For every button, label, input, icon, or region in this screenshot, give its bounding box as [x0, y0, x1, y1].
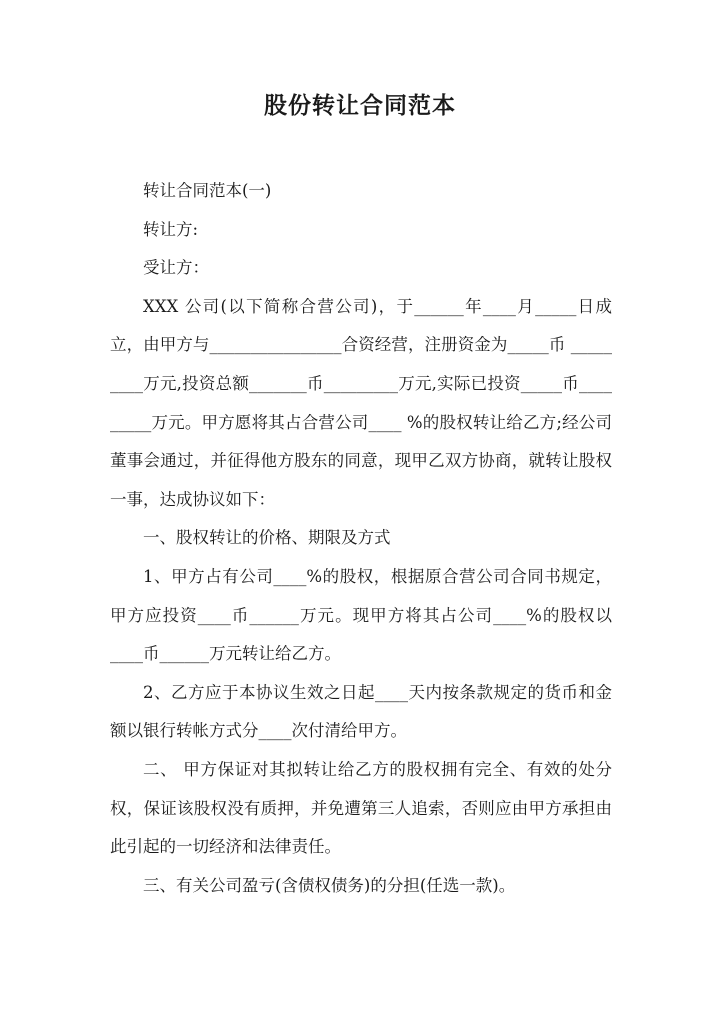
paragraph-clause-1: 1、甲方占有公司____%的股权，根据原合营公司合同书规定，甲方应投资____币______万元。现甲方将其占公司____%的股权以 ____币______万元转让给乙方。	[110, 566, 645, 664]
paragraph-transferor: 转让方:	[143, 219, 199, 239]
paragraph-section-3: 三、有关公司盈亏(含债权债务)的分担(任选一款)。	[143, 875, 516, 895]
paragraph-section-1-heading: 一、股权转让的价格、期限及方式	[143, 528, 391, 548]
paragraph-transferee: 受让方：	[143, 258, 209, 278]
paragraph-preamble: XXX 公司(以下简称合营公司)，于______年____月_____日成立，由甲方与________________合资经营，注册资金为_____币 _________万元,投资总额_______币_________万元,实际已投资_____币_________万元。甲方愿将其占合营公司____ %的股权转让给乙方;经公司董事会通过，并征得他方股东的同意，现甲乙双方协商，就转让股权一事，达成协议如下：	[110, 296, 612, 509]
paragraph-section-2: 二、 甲方保证对其拟转让给乙方的股权拥有完全、有效的处分权，保证该股权没有质押，并免遭第三人追索，否则应由甲方承担由此引起的一切经济和法律责任。	[110, 759, 612, 857]
document-body	[110, 172, 645, 905]
paragraph-contract-heading: 转让合同范本(一)	[143, 181, 272, 200]
document-title: 股份转让合同范本	[264, 92, 456, 119]
paragraph-clause-2: 2、乙方应于本协议生效之日起____天内按条款规定的货币和金额以银行转帐方式分____次付清给甲方。	[110, 682, 612, 741]
